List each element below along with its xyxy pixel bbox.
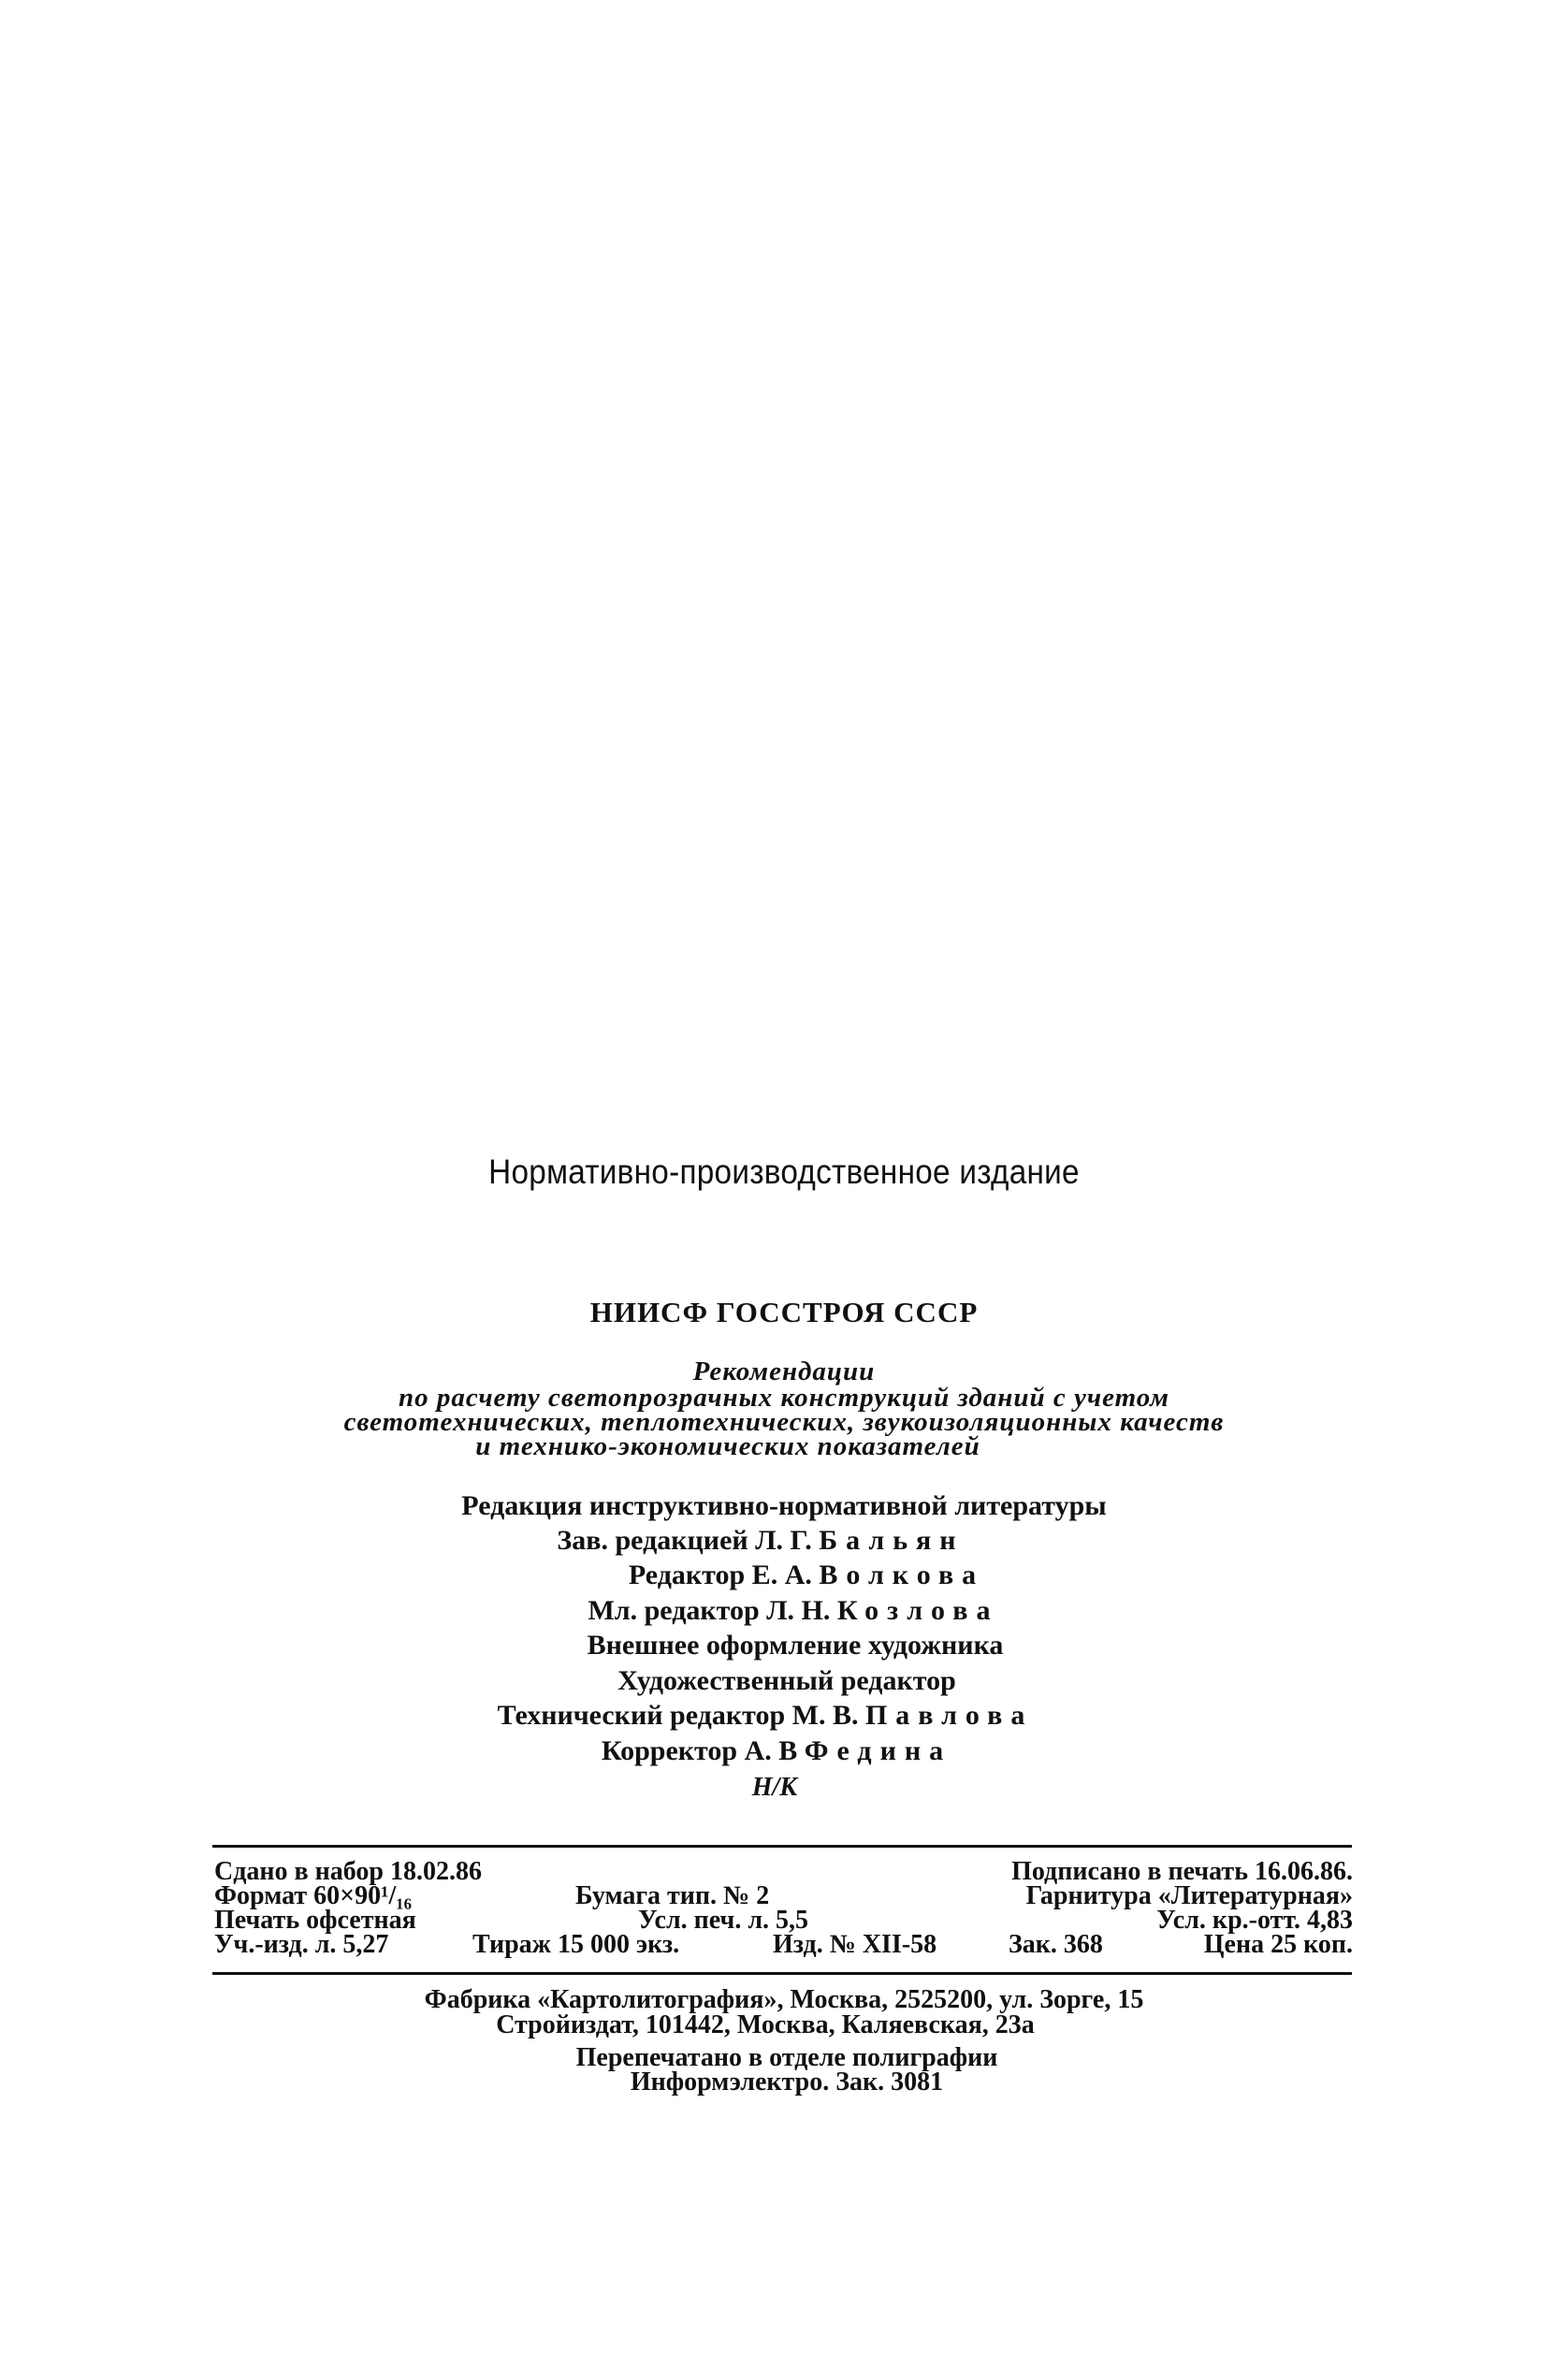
title-line-4: и технико-экономических показателей (475, 1431, 980, 1461)
factory: Фабрика «Картолитография», Москва, 2525200, ул. Зорге, 15 (424, 1985, 1144, 2014)
tech-editor-label: Технический редактор М. В. (497, 1700, 859, 1731)
reprint-line-2: Информэлектро. Зак. 3081 (630, 2068, 944, 2097)
imprint-row4-c1: Уч.-изд. л. 5,27 (214, 1930, 389, 1959)
head-editor-label: Зав. редакцией Л. Г. (557, 1525, 812, 1556)
reprint-line-1: Перепечатано в отделе полиграфии (575, 2043, 998, 2072)
proofreader (0, 1735, 1561, 1767)
junior-editor-name: Козлова (836, 1595, 999, 1626)
imprint-row4-c3: Изд. № XII-58 (773, 1930, 937, 1959)
editor-name: Волкова (819, 1560, 985, 1590)
title-line-2: по расчету светопрозрачных конструкций зданий с учетом (398, 1383, 1170, 1413)
imprint-row3-left: Печать офсетная (214, 1906, 416, 1935)
code: Н/К (751, 1773, 798, 1802)
imprint-row4-c4: Зак. 368 (1009, 1930, 1103, 1959)
imprint-row4-c5: Цена 25 коп. (1203, 1930, 1353, 1959)
art-editor: Художественный редактор (617, 1665, 956, 1696)
junior-editor-label: Мл. редактор Л. Н. (588, 1595, 831, 1626)
proofreader-label: Корректор А. В (601, 1735, 798, 1766)
tech-editor (0, 1700, 1549, 1732)
imprint-row3-right: Усл. кр.-отт. 4,83 (1156, 1906, 1353, 1935)
imprint-top-rule (212, 1845, 1352, 1848)
author-org: НИИСФ ГОССТРОЯ СССР (589, 1296, 979, 1328)
publisher: Стройиздат, 101442, Москва, Каляевская, 23а (496, 2010, 1035, 2039)
department: Редакция инструктивно-нормативной литературы (461, 1490, 1107, 1521)
imprint-bottom-rule (212, 1972, 1352, 1975)
imprint-row2-right: Гарнитура «Литературная» (1025, 1881, 1353, 1910)
head-editor (0, 1525, 1545, 1557)
imprint-row2-left: Формат 60×90¹/₁₆ (214, 1881, 413, 1910)
exterior-design: Внешнее оформление художника (587, 1630, 1004, 1661)
title-line-3: светотехнических, теплотехнических, звукоизоляционных качеств (343, 1407, 1225, 1437)
edition-type: Нормативно-производственное издание (488, 1153, 1080, 1191)
proofreader-name: Федина (804, 1735, 952, 1766)
imprint-row4-c2: Тираж 15 000 экз. (472, 1930, 680, 1959)
imprint-row1-left: Сдано в набор 18.02.86 (214, 1857, 482, 1886)
tech-editor-name: Павлова (864, 1700, 1034, 1731)
editor (22, 1560, 1568, 1591)
title-line-1: Рекомендации (692, 1357, 876, 1386)
head-editor-name: Бальян (819, 1525, 965, 1556)
editor-label: Редактор Е. А. (628, 1560, 812, 1590)
imprint-row2-middle: Бумага тип. № 2 (575, 1881, 770, 1910)
imprint-row1-right: Подписано в печать 16.06.86. (1011, 1857, 1353, 1886)
junior-editor (9, 1595, 1568, 1627)
imprint-row3-middle: Усл. печ. л. 5,5 (638, 1906, 809, 1935)
